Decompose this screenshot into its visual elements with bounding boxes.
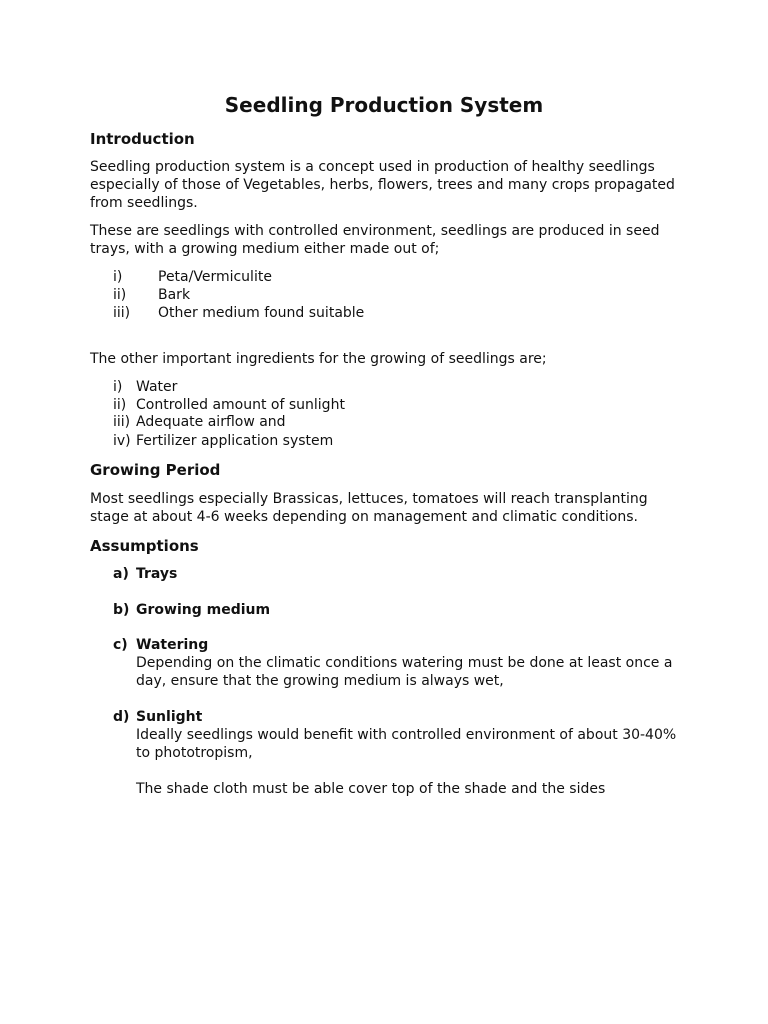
list-item-text: Other medium found suitable xyxy=(158,305,365,321)
list-marker: c) xyxy=(113,637,128,653)
list-marker: d) xyxy=(113,709,130,725)
list-marker: b) xyxy=(113,602,130,618)
assumption-body: Ideally seedlings would benefit with controlled environment of about 30-40% to phototropism, xyxy=(136,727,677,761)
intro-paragraph-2: These are seedlings with controlled environment, seedlings are produced in seed trays, with a growing medium either made out of; xyxy=(90,223,660,257)
list-item-text: Fertilizer application system xyxy=(136,433,334,449)
document-title: Seedling Production System xyxy=(224,93,544,117)
assumption-body: Depending on the climatic conditions watering must be done at least once a day, ensure that the growing medium is always wet, xyxy=(136,655,673,689)
list-marker: iii) xyxy=(113,305,131,321)
list-marker: i) xyxy=(113,269,123,285)
introduction-heading: Introduction xyxy=(90,130,195,148)
growing-period-paragraph: Most seedlings especially Brassicas, lettuces, tomatoes will reach transplanting stage at about 4-6 weeks depending on management and climatic conditions. xyxy=(90,491,648,525)
intro-paragraph-1: Seedling production system is a concept used in production of healthy seedlings especially of those of Vegetables, herbs, flowers, trees and many crops propagated from seedlings. xyxy=(90,159,675,211)
list-marker: a) xyxy=(113,566,129,582)
list-marker: i) xyxy=(113,379,123,395)
growing-period-heading: Growing Period xyxy=(90,461,221,479)
list-marker: iii) xyxy=(113,414,131,430)
assumptions-heading: Assumptions xyxy=(90,537,199,555)
assumption-body-note: The shade cloth must be able cover top of the shade and the sides xyxy=(136,781,606,797)
assumption-title: Sunlight xyxy=(136,709,203,725)
assumption-title: Watering xyxy=(136,637,209,653)
list-item-text: Bark xyxy=(158,287,191,303)
list-item-text: Peta/Vermiculite xyxy=(158,269,272,285)
list-item-text: Controlled amount of sunlight xyxy=(136,397,345,413)
list-item-text: Adequate airflow and xyxy=(136,414,286,430)
assumption-title: Trays xyxy=(136,566,178,582)
list-item-text: Water xyxy=(136,379,178,395)
list-marker: iv) xyxy=(113,433,131,449)
intro-paragraph-3: The other important ingredients for the growing of seedlings are; xyxy=(90,351,547,367)
list-marker: ii) xyxy=(113,397,127,413)
list-marker: ii) xyxy=(113,287,127,303)
assumption-title: Growing medium xyxy=(136,602,271,618)
